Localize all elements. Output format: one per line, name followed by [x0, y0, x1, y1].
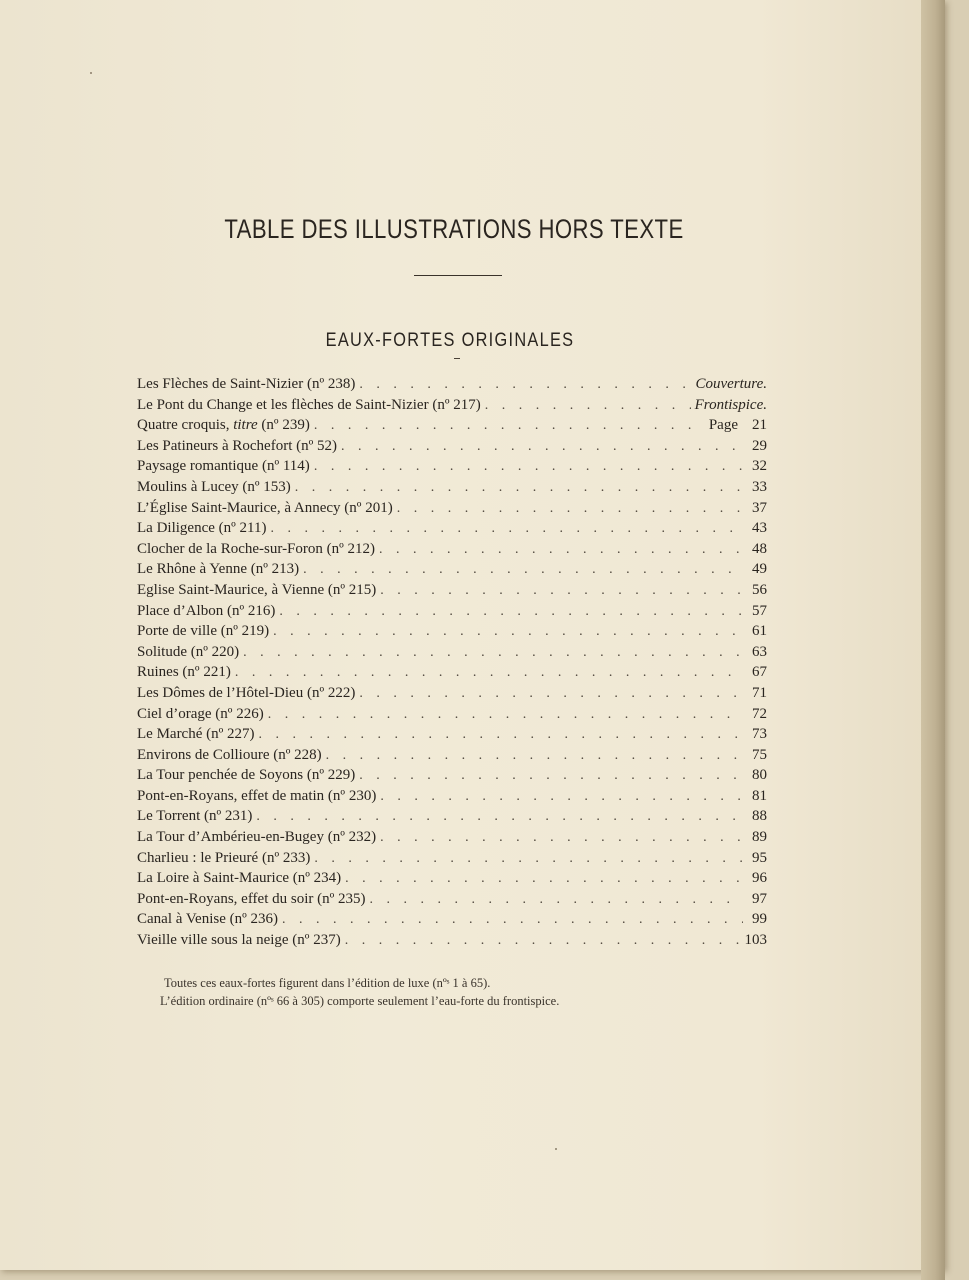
entry-page: 95 — [752, 849, 767, 866]
entry-title: Le Marché (nº 227) — [137, 726, 255, 743]
entry-title: Les Flèches de Saint-Nizier (nº 238) — [137, 376, 356, 392]
entry-title: Le Torrent (nº 231) — [137, 808, 253, 825]
entry-page: 32 — [752, 458, 767, 475]
entry-title: Moulins à Lucey (nº 153) — [137, 478, 291, 495]
toc-entry — [137, 642, 767, 663]
note-line-ordinaire: L’édition ordinaire (nºˢ 66 à 305) comporte seulement l’eau-forte du frontispice. — [160, 994, 560, 1008]
entry-page: 80 — [752, 767, 767, 784]
entry-page: 37 — [752, 499, 767, 516]
leader-dots — [380, 828, 743, 849]
toc-entry — [137, 456, 767, 477]
entry-title: Place d’Albon (nº 216) — [137, 602, 276, 619]
leader-dots — [268, 705, 743, 726]
leader-dots — [485, 396, 691, 417]
toc-entry — [137, 415, 767, 436]
leader-dots — [345, 931, 741, 952]
toc-entry — [137, 395, 767, 416]
entry-title: Pont-en-Royans, effet de matin (nº 230) — [137, 787, 377, 804]
toc-entry — [137, 498, 767, 519]
entry-title-prefix: Quatre croquis, — [137, 417, 234, 434]
entry-page — [705, 415, 767, 436]
entry-page: 57 — [752, 602, 767, 619]
toc-entry — [137, 621, 767, 642]
toc-entry — [137, 374, 767, 395]
entry-title: Environs de Collioure (nº 228) — [137, 746, 322, 763]
entry-page: 96 — [752, 870, 767, 887]
toc-entry — [137, 745, 767, 766]
toc-entry — [137, 539, 767, 560]
page-title: TABLE DES ILLUSTRATIONS HORS TEXTE — [224, 214, 684, 244]
entry-page: 61 — [752, 623, 767, 640]
toc-entry — [137, 559, 767, 580]
entry-page: Frontispice. — [694, 396, 767, 413]
toc-entry — [137, 765, 767, 786]
toc-entry — [137, 889, 767, 910]
leader-dots — [314, 416, 705, 437]
entry-title: La Tour penchée de Soyons (nº 229) — [137, 767, 356, 784]
entry-page: 67 — [752, 664, 767, 681]
entry-page: 56 — [752, 581, 767, 598]
entry-title: Ruines (nº 221) — [137, 664, 231, 681]
entry-page: 49 — [752, 561, 767, 578]
entry-title: Ciel d’orage (nº 226) — [137, 705, 264, 722]
toc-entry — [137, 662, 767, 683]
entry-title: Canal à Venise (nº 236) — [137, 911, 279, 928]
leader-dots — [397, 499, 743, 520]
entry-page: 73 — [752, 726, 767, 743]
leader-dots — [235, 663, 743, 684]
entry-page: 63 — [752, 643, 767, 660]
page-edge — [921, 0, 945, 1280]
entry-title: Les Patineurs à Rochefort (nº 52) — [137, 437, 338, 454]
entry-title: La Loire à Saint-Maurice (nº 234) — [137, 870, 342, 887]
leader-dots — [359, 375, 691, 396]
entry-page: Couverture. — [695, 376, 767, 392]
entry-page: 33 — [752, 478, 767, 495]
entry-title: L’Église Saint-Maurice, à Annecy (nº 201) — [137, 499, 393, 516]
entry-page: 72 — [752, 705, 767, 722]
toc-entry — [137, 704, 767, 725]
entry-title: Charlieu : le Prieuré (nº 233) — [137, 849, 311, 866]
entry-title — [137, 415, 314, 436]
entry-title: Eglise Saint-Maurice, à Vienne (nº 215) — [137, 581, 377, 598]
leader-dots — [345, 869, 743, 890]
paper-speck — [90, 72, 92, 74]
toc-entry — [137, 518, 767, 539]
entry-page-number: 21 — [752, 417, 767, 434]
leader-dots — [341, 437, 743, 458]
entry-page: 75 — [752, 746, 767, 763]
leader-dots — [314, 457, 743, 478]
entry-title-italic: titre — [233, 417, 258, 434]
leader-dots — [256, 807, 743, 828]
toc-entry — [137, 724, 767, 745]
leader-dots — [282, 910, 743, 931]
leader-dots — [359, 684, 743, 705]
entry-title: La Diligence (nº 211) — [137, 520, 267, 537]
entry-title: Les Dômes de l’Hôtel-Dieu (nº 222) — [137, 684, 356, 701]
toc-entry — [137, 909, 767, 930]
entry-page: 99 — [752, 911, 767, 928]
leader-dots — [270, 519, 743, 540]
edition-note — [160, 974, 780, 1010]
entry-page: 48 — [752, 540, 767, 557]
entry-page: 88 — [752, 808, 767, 825]
note-line-luxe: Toutes ces eaux-fortes figurent dans l’édition de luxe (nºˢ 1 à 65). — [164, 976, 491, 990]
leader-dots — [380, 787, 743, 808]
leader-dots — [243, 643, 743, 664]
entry-page: 97 — [752, 890, 767, 907]
heading-mark — [454, 358, 460, 359]
toc-entry — [137, 786, 767, 807]
leader-dots — [259, 725, 743, 746]
leader-dots — [303, 560, 743, 581]
entry-title: Porte de ville (nº 219) — [137, 623, 270, 640]
entry-title: Le Pont du Change et les flèches de Saint-Nizier (nº 217) — [137, 396, 481, 413]
leader-dots — [273, 622, 743, 643]
entry-page: 71 — [752, 684, 767, 701]
leader-dots — [370, 890, 743, 911]
section-heading: EAUX-FORTES ORIGINALES — [325, 330, 575, 351]
leader-dots — [295, 478, 743, 499]
toc-entry — [137, 477, 767, 498]
entry-title: Le Rhône à Yenne (nº 213) — [137, 561, 300, 578]
toc-entry — [137, 848, 767, 869]
leader-dots — [314, 849, 743, 870]
entry-page: 29 — [752, 437, 767, 454]
toc-entry — [137, 868, 767, 889]
toc-entry — [137, 930, 767, 951]
illustrations-list — [137, 374, 767, 951]
toc-entry — [137, 436, 767, 457]
entry-title: Solitude (nº 220) — [137, 643, 240, 660]
entry-title: Clocher de la Roche-sur-Foron (nº 212) — [137, 540, 376, 557]
toc-entry — [137, 683, 767, 704]
entry-title: La Tour d’Ambérieu-en-Bugey (nº 232) — [137, 829, 377, 846]
entry-page: 81 — [752, 787, 767, 804]
leader-dots — [326, 746, 743, 767]
page-prefix: Page — [708, 417, 738, 434]
entry-page: 103 — [744, 932, 767, 949]
toc-entry — [137, 806, 767, 827]
entry-page: 89 — [752, 829, 767, 846]
leader-dots — [379, 540, 743, 561]
toc-entry — [137, 601, 767, 622]
entry-title-suffix: (nº 239) — [257, 417, 310, 434]
leader-dots — [380, 581, 743, 602]
entry-title: Pont-en-Royans, effet du soir (nº 235) — [137, 890, 366, 907]
entry-title: Paysage romantique (nº 114) — [137, 458, 310, 475]
leader-dots — [359, 766, 743, 787]
title-rule — [414, 275, 502, 276]
paper-speck — [555, 1148, 557, 1150]
leader-dots — [279, 602, 743, 623]
entry-page: 43 — [752, 520, 767, 537]
entry-title: Vieille ville sous la neige (nº 237) — [137, 932, 341, 949]
toc-entry — [137, 827, 767, 848]
toc-entry — [137, 580, 767, 601]
